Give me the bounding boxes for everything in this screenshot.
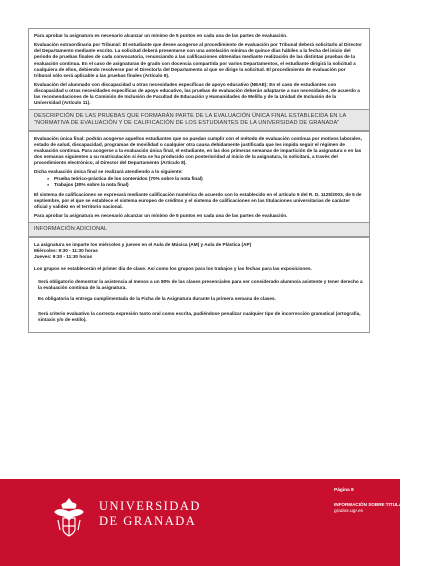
neae-evaluation-text: Evaluación del alumnado con discapacidad u otras necesidades específicas de apoyo educativo (NEAE): En el caso de estudiantes con discapacidad u otras necesidades específicas de apoyo educativo, las pruebas de evaluación deberán adaptarse a sus necesidades, de acuerdo a las recomendaciones de la Comisión de Inclusión de Facultad de Educación y Humanidades de Melilla y de la Unidad de Inclusión de la Universidad (Artículo 11). (34, 82, 360, 106)
footer (0, 479, 446, 566)
evaluation-section (28, 28, 370, 110)
university-crest-icon (50, 496, 88, 540)
list-item: ● Prueba teórico-práctica de los contenidos (70% sobre la nota final) (54, 176, 364, 182)
pass-requirement-text: Para aprobar la asignatura es necesario alcanzar un mínimo de 5 puntos en cada una de las partes de evaluación. (34, 33, 288, 38)
page-number: Página 8 (334, 488, 354, 493)
additional-information-section (28, 237, 370, 333)
tribunal-evaluation-text: Evaluación extraordinaria por Tribunal: El estudiante que desee acogerse al procedimiento de evaluación por Tribunal deberá solicitarlo al Director del Departamento mediante escrito. La solicitud deberá presentarse con una antelación mínima de quince días hábiles a la fecha del inicio del periodo de pruebas finales de cada convocatoria, renunciando a las calificaciones obtenidas mediante realización de las distintas pruebas de la evaluación continua. En el caso de asignaturas de grado con docencia compartida por varios Departamentos, el estudiante dirigirá la solicitud a cualquiera de ellos, debiendo resolverse por el Director/a del Departamento al que se dirige la solicitud. El procedimiento de evaluación por tribunal sólo será aplicable a las pruebas finales (Artículo 9). (34, 42, 362, 78)
university-name-line1: UNIVERSIDAD (99, 499, 201, 513)
university-name-line2: DE GRANADA (99, 514, 197, 528)
groups-text: Los grupos se establecerán el primer día de clase. Así como los grupos para los trabajos y las fechas para las exposiciones. (34, 266, 312, 272)
university-name (99, 499, 201, 529)
pass-requirement-text: Para aprobar la asignatura es necesario alcanzar un mínimo de 5 puntos en cada una de las partes de evaluación. (34, 213, 288, 219)
expression-criteria-text: Será criterio evaluativo la correcta expresión tanto oral como escrita, pudiéndose penalizar cualquier tipo de incorrección gramatical (ortografía, sintaxis y/o de estilo). (38, 310, 361, 322)
subject-sheet-text: Es obligatoria la entrega cumplimentada de la Ficha de la Asignatura durante la primera semana de clases. (38, 296, 276, 302)
grading-system-text: El sistema de calificaciones se expresará mediante calificación numérica de acuerdo con lo establecido en el artículo 5 del R. D. 1125/2003, de 5 de septiembre, por el que se establece el sistema europeo de créditos y el sistema de calificaciones en las titulaciones universitarias de carácter oficial y validez en el territorio nacional. (34, 191, 362, 209)
single-final-evaluation-heading: DESCRIPCIÓN DE LAS PRUEBAS QUE FORMARÁN PARTE DE LA EVALUACIÓN ÚNICA FINAL ESTABLECIDA EN LA "NORMATIVA DE EVALUACIÓN Y DE CALIFICACIÓN DE LOS ESTUDIANTES DE LA UNIVERSIDAD DE GRANADA" (28, 110, 370, 130)
schedule-thursday: Jueves: 9:30 - 11:30 horas (34, 254, 93, 260)
additional-information-heading: INFORMACIÓN ADICIONAL (28, 223, 370, 237)
website-link[interactable]: grados.ugr.es (334, 509, 364, 514)
list-item: ● Trabajos (30% sobre la nota final) (54, 182, 364, 188)
single-final-evaluation-text: Evaluación única final: podrán acogerse aquellos estudiantes que no puedan cumplir con el método de evaluación continua por motivos laborales, estado de salud, discapacidad, programas de movilidad o cualquier otra causa debidamente justificada que les impida seguir el régimen de evaluación continua. Para acogerse a la evaluación única final, el estudiante, en las dos primeras semanas de impartición de la asignatura o en las dos semanas siguientes a su matriculación si ésta se ha producido con posterioridad al inicio de la asignatura, lo solicitará, a través del procedimiento electrónico, al Director del Departamento (Artículo 8). (34, 135, 362, 165)
schedule-wednesday: Miércoles: 9:30 - 11:30 horas (34, 247, 98, 253)
schedule-text: La asignatura se imparte los miércoles y jueves en el Aula de Música (AM) y Aula de Plástica (AP) (34, 241, 252, 247)
degree-info-text: INFORMACIÓN SOBRE TITULACIONES DE LA UGR (334, 502, 446, 507)
attendance-text: Será obligatorio demostrar la asistencia al menos a un 80% de las clases presenciales para ser considerado alumno/a asistente y tener derecho a la evaluación continua de la asignatura. (38, 279, 363, 291)
evaluation-criteria-intro: Dicha evaluación única final se realizará atendiendo a lo siguiente: (34, 169, 183, 175)
guide-content (28, 28, 370, 333)
single-final-evaluation-section (28, 131, 370, 224)
evaluation-criteria-list (34, 176, 364, 188)
